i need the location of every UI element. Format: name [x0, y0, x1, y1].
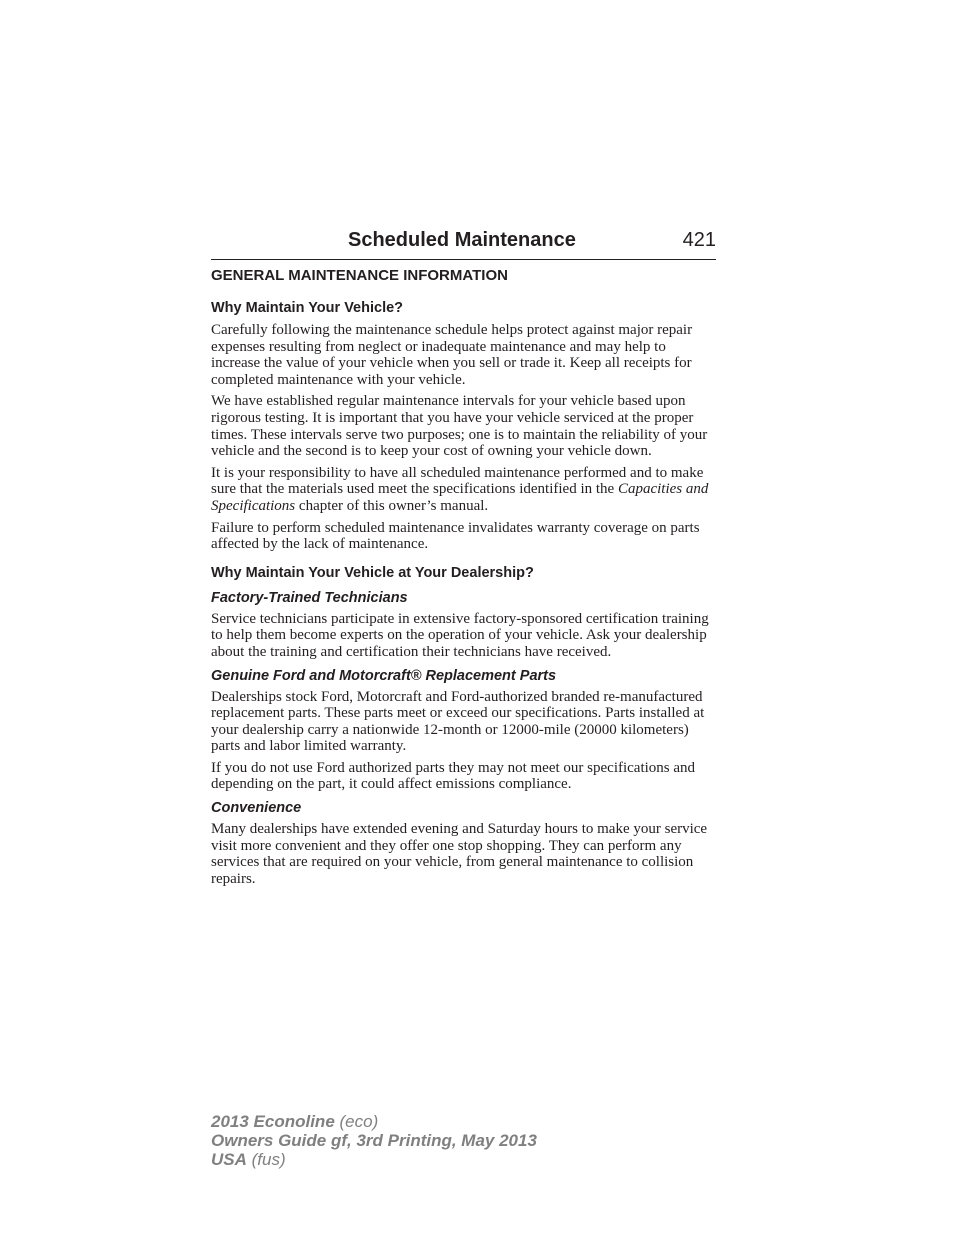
footer-guide: Owners Guide gf, 3rd Printing, May 2013 [211, 1131, 537, 1150]
heading-technicians: Factory-Trained Technicians [211, 589, 408, 606]
heading-convenience: Convenience [211, 800, 302, 817]
paragraph-text: chapter of this owner’s manual. [295, 497, 489, 514]
section-title: GENERAL MAINTENANCE INFORMATION [211, 267, 508, 284]
page-footer [211, 1112, 537, 1169]
chapter-reference: Capacities and Specifications [211, 481, 709, 514]
footer-line [211, 1131, 537, 1150]
paragraph: Carefully following the maintenance schedule helps protect against major repair expenses resulting from neglect or inadequate maintenance and may help to increase the value of your vehicle when you sell or trade it. Keep all receipts for completed maintenance with your vehicle. [211, 322, 693, 388]
heading-why-maintain: Why Maintain Your Vehicle? [211, 300, 404, 316]
paragraph: If you do not use Ford authorized parts they may not meet our specifications and depending on the part, it could affect emissions compliance. [211, 759, 696, 793]
heading-dealership: Why Maintain Your Vehicle at Your Dealership? [211, 564, 534, 581]
paragraph: Many dealerships have extended evening and Saturday hours to make your service visit more convenient and they offer one stop shopping. They can perform any services that are required on your vehicle, from general maintenance to collision repairs. [211, 821, 708, 887]
paragraph-text: It is your responsibility to have all scheduled maintenance performed and to make sure that the materials used meet the specifications identified in the [211, 464, 704, 498]
footer-model-code: (eco) [339, 1112, 379, 1131]
page-content [211, 266, 717, 892]
paragraph: We have established regular maintenance intervals for your vehicle based upon rigorous testing. It is important that you have your vehicle serviced at the proper times. These intervals serve two purposes; one is to maintain the reliability of your vehicle and the second is to keep your cost of owning your vehicle down. [211, 393, 708, 460]
footer-line [211, 1150, 537, 1169]
paragraph: Failure to perform scheduled maintenance invalidates warranty coverage on parts affected by the lack of maintenance. [211, 519, 700, 553]
chapter-title: Scheduled Maintenance [348, 229, 576, 251]
page-number: 421 [682, 229, 716, 251]
footer-market-code: (fus) [251, 1150, 286, 1169]
page-header [211, 229, 716, 260]
paragraph: Dealerships stock Ford, Motorcraft and Ford-authorized branded re-manufactured replacement parts. These parts meet or exceed our specifications. Parts installed at your dealership carry a nationwide 12-month or 12000-mile (20000 kilometers) parts and labor limited warranty. [211, 688, 705, 755]
paragraph [211, 465, 717, 515]
footer-line [211, 1112, 537, 1131]
footer-market: USA [211, 1150, 247, 1169]
paragraph: Service technicians participate in extensive factory-sponsored certification training to help them become experts on the operation of your vehicle. Ask your dealership about the training and certification their technicians have received. [211, 610, 709, 660]
footer-model: 2013 Econoline [211, 1112, 335, 1131]
heading-parts: Genuine Ford and Motorcraft® Replacement Parts [211, 667, 557, 684]
